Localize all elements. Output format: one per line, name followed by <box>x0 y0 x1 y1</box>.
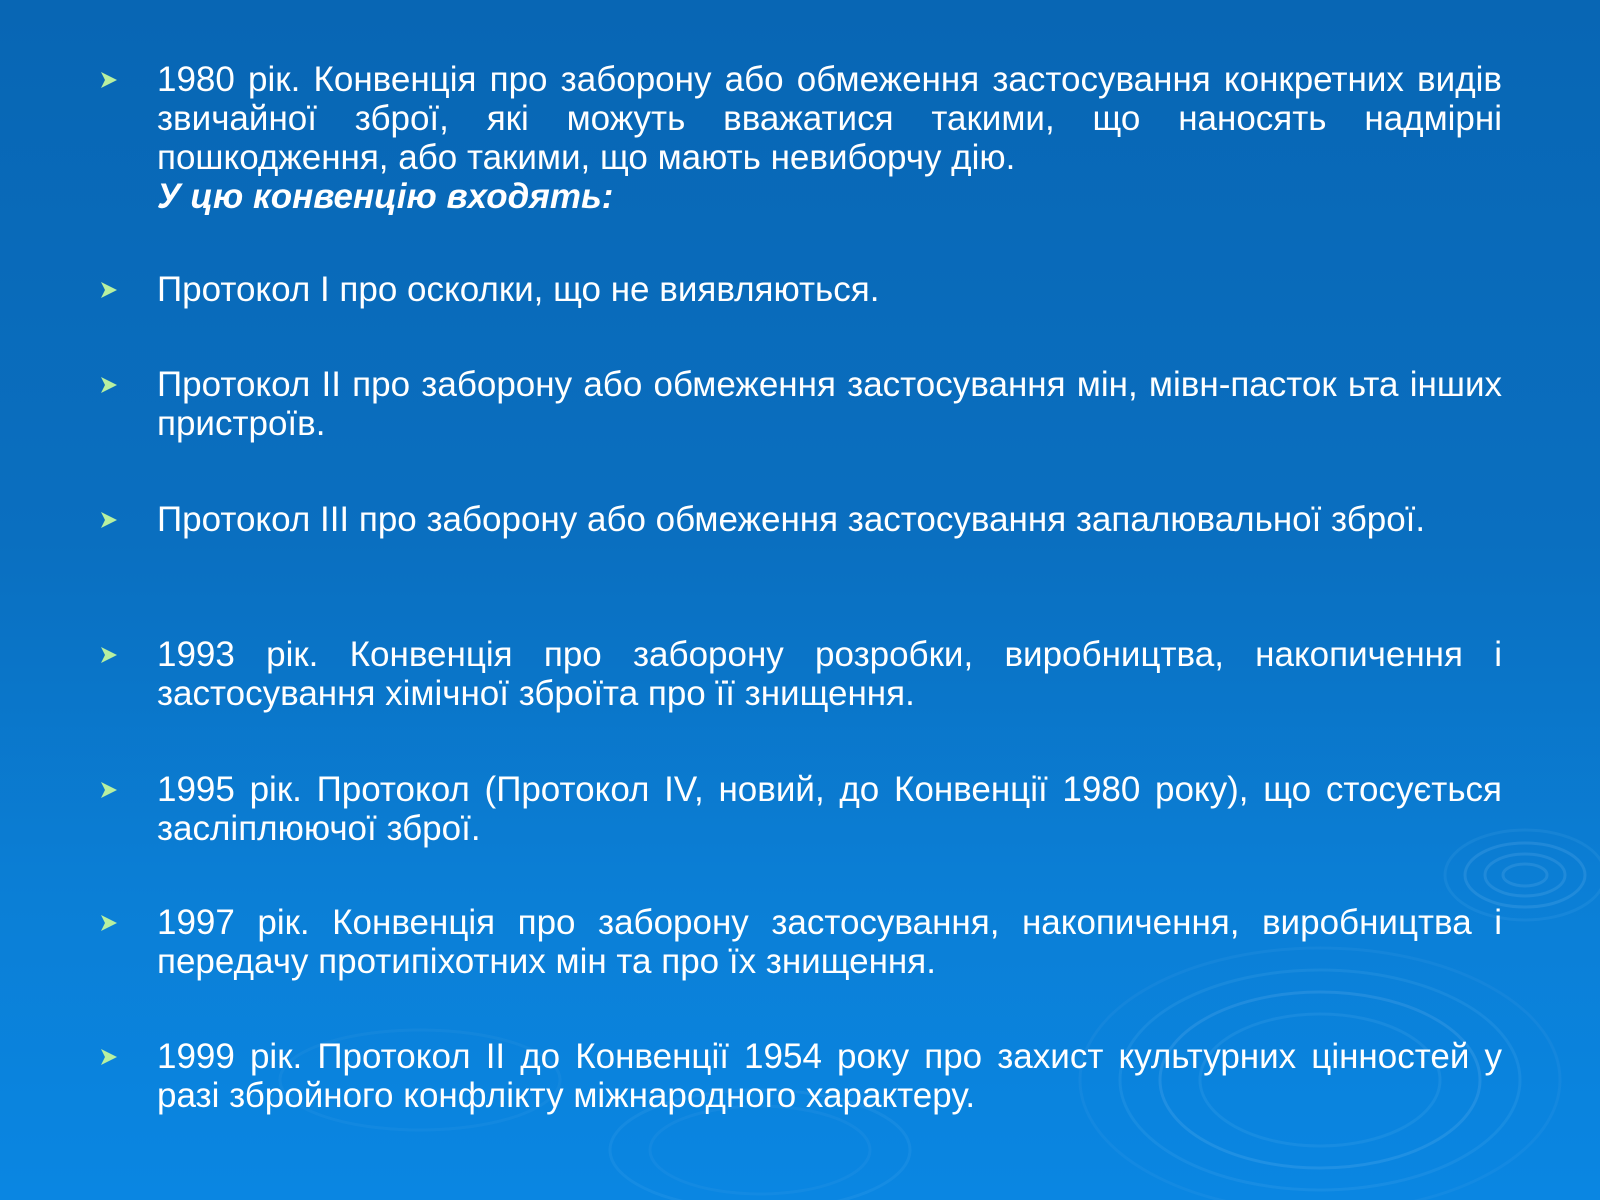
list-item-text: 1993 рік. Конвенція про заборону розробки, виробництва, накопичення і застосування хімічної зброїта про її знищення. <box>157 635 1502 713</box>
arrowhead-bullet-icon <box>98 509 120 531</box>
list-item-text: Протокол II про заборону або обмеження застосування мін, мівн-пасток ьта інших пристроїв. <box>157 365 1502 443</box>
list-item-text: Протокол III про заборону або обмеження застосування запалювальної зброї. <box>157 500 1426 539</box>
arrowhead-bullet-icon <box>98 912 120 934</box>
list-item-text: 1995 рік. Протокол (Протокол IV, новий, до Конвенції 1980 року), що стосується засліплюючої зброї. <box>157 770 1502 848</box>
arrowhead-bullet-icon <box>98 69 120 91</box>
item-emphasis: У цю конвенцію входять: <box>157 177 614 216</box>
list-item-text <box>157 60 1502 216</box>
item-text: 1980 рік. Конвенція про заборону або обмеження застосування конкретних видів звичайної зброї, які можуть вважатися такими, що наносять надмірні пошкодження, або такими, що мають невиборчу дію. <box>157 60 1502 177</box>
arrowhead-bullet-icon <box>98 279 120 301</box>
list-item-text: Протокол І про осколки, що не виявляються. <box>157 270 880 309</box>
arrowhead-bullet-icon <box>98 1046 120 1068</box>
arrowhead-bullet-icon <box>98 644 120 666</box>
list-item-text: 1999 рік. Протокол II до Конвенції 1954 року про захист культурних цінностей у разі збройного конфлікту міжнародного характеру. <box>157 1037 1502 1115</box>
list-item-text: 1997 рік. Конвенція про заборону застосування, накопичення, виробництва і передачу протипіхотних мін та про їх знищення. <box>157 903 1502 981</box>
arrowhead-bullet-icon <box>98 374 120 396</box>
arrowhead-bullet-icon <box>98 779 120 801</box>
